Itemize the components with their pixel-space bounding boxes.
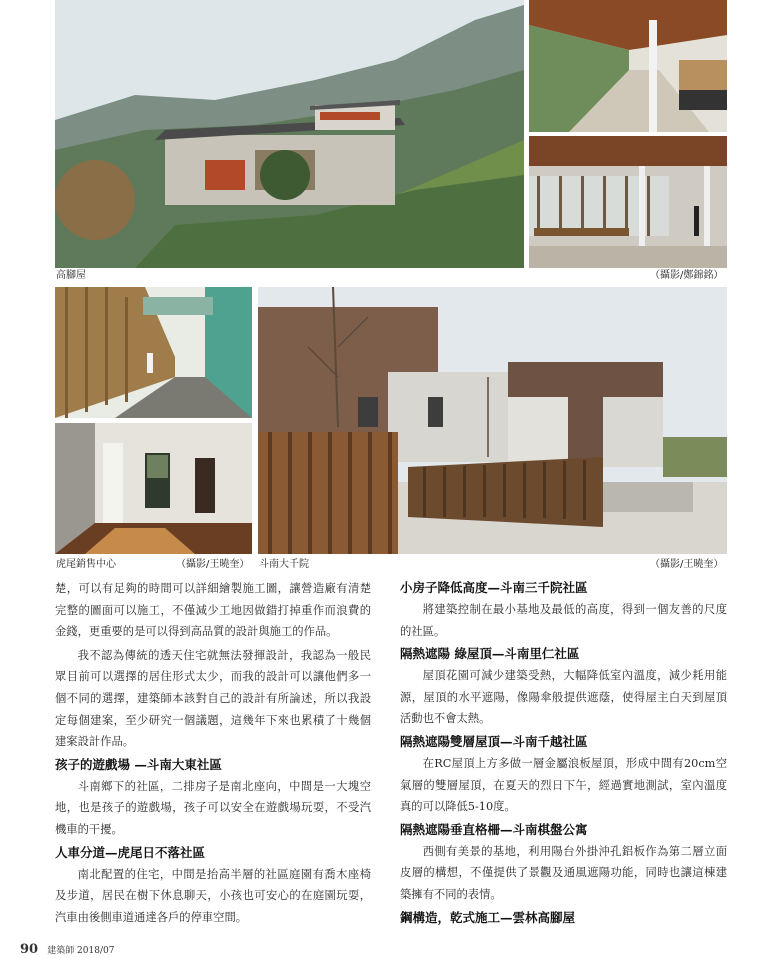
- section-heading: 小房子降低高度—斗南三千院社區: [400, 580, 588, 595]
- caption-huwei-sales-center: 虎尾銷售中心: [56, 559, 116, 570]
- right-text-column: [400, 578, 727, 929]
- paragraph: 南北配置的住宅，中間是抬高半層的社區庭園有喬木座椅及步道，居民在樹下休息聊天，小孩也可安心的在庭園玩耍，汽車由後側車道通達各戶的停車空間。: [55, 867, 371, 924]
- section-heading: 鋼構造，乾式施工—雲林高腳屋: [400, 909, 576, 925]
- paragraph: 我不認為傳統的透天住宅就無法發揮設計，我認為一般民眾目前可以選擇的居住形式太少，而我的設計可以讓他們多一個不同的選擇，建築師本該對自己的設計有所論述，所以我設定每個建案，至少研究一個議題，這幾年下來也累積了十幾個建案設計作品。: [55, 648, 371, 749]
- photo-huwei-corridor: [55, 287, 252, 418]
- section-heading: 隔熱遮陽 綠屋頂—斗南里仁社區: [400, 646, 580, 662]
- publication-name: 建築師 2018/07: [47, 946, 115, 956]
- caption-photographer-3: （攝影/王曉奎）: [650, 559, 724, 570]
- paragraph: 斗南鄉下的社區，二排房子是南北座向，中間是一大塊空地，也是孩子的遊戲場，孩子可以安全在遊戲場玩耍，不受汽機車的干擾。: [55, 779, 371, 836]
- section-heading: 隔熱遮陽垂直格柵—斗南棋盤公寓: [400, 821, 588, 837]
- caption-photographer-1: （攝影/鄭錦銘）: [650, 270, 724, 281]
- photo-stilt-house-interior: [529, 136, 727, 268]
- photo-stilt-house-exterior: [55, 0, 524, 268]
- page-footer: [20, 938, 114, 957]
- photo-dounan-courtyard: [258, 287, 727, 554]
- paragraph: 西側有美景的基地，利用陽台外掛沖孔鋁板作為第二層立面皮層的構想，不僅提供了景觀及通風遮陽功能，同時也讓這棟建築擁有不同的表情。: [400, 844, 727, 901]
- photo-stilt-house-deck: [529, 0, 727, 132]
- caption-dounan-daqianyuan: 斗南大千院: [259, 559, 309, 570]
- caption-stilt-house: 高腳屋: [56, 270, 86, 281]
- paragraph: 在RC屋頂上方多做一層金屬浪板屋頂，形成中間有20cm空氣層的雙層屋頂，在夏天的烈日下午，經過實地測試，室內溫度真的可以降低5-10度。: [400, 756, 727, 814]
- paragraph: 將建築控制在最小基地及最低的高度，得到一個友善的尺度的社區。: [400, 603, 727, 638]
- section-heading: 隔熱遮陽雙層屋頂—斗南千越社區: [400, 733, 588, 749]
- section-heading: 人車分道—虎尾日不落社區: [55, 844, 206, 860]
- photo-huwei-room: [55, 423, 252, 554]
- caption-photographer-2: （攝影/王曉奎）: [176, 559, 250, 570]
- paragraph: 屋頂花園可減少建築受熱，大幅降低室內溫度，減少耗用能源，屋頂的水平遮陽，像陽傘般提供遮蔭，使得屋主白天到屋頂活動也不會太熱。: [400, 669, 727, 726]
- left-text-column: [55, 578, 371, 930]
- paragraph: 楚，可以有足夠的時間可以詳細繪製施工圖，讓營造廠有清楚完整的圖面可以施工，不僅減少工地因做錯打掉重作而浪費的金錢，更重要的是可以得到高品質的設計與施工的作品。: [55, 582, 371, 639]
- section-heading: 孩子的遊戲場 —斗南大東社區: [55, 756, 222, 772]
- page-number: 90: [20, 942, 39, 957]
